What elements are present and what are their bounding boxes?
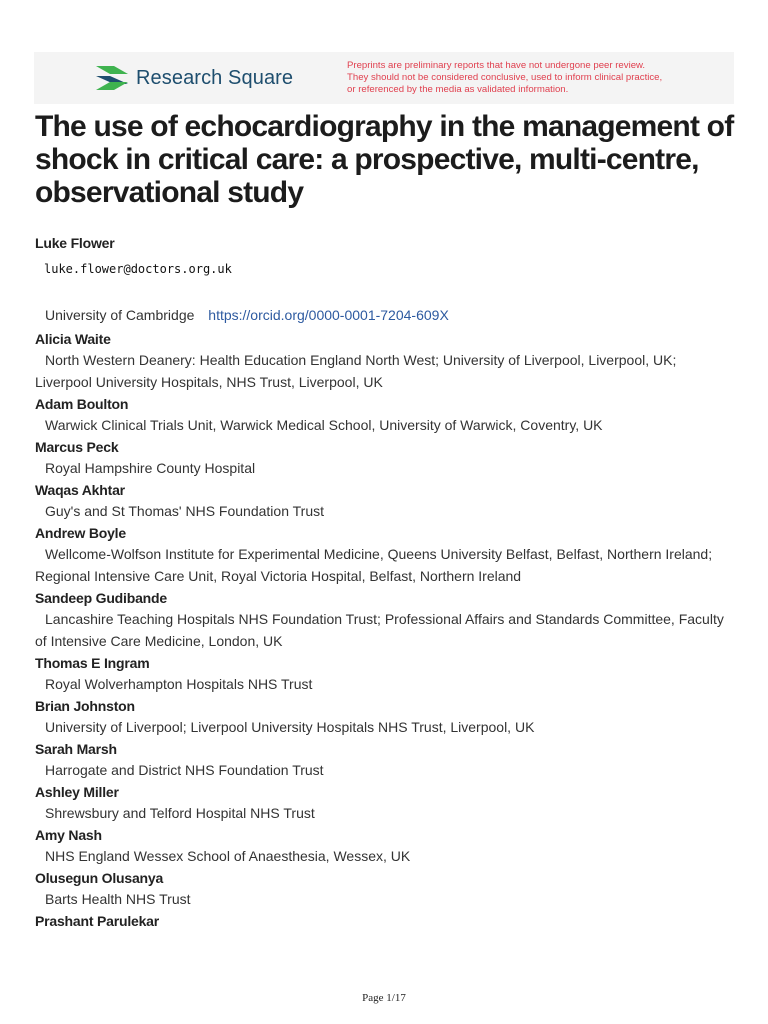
co-authors (35, 330, 735, 931)
affiliation-text: University of Cambridge (45, 307, 195, 323)
author-block (35, 869, 735, 910)
author-name: Andrew Boyle (35, 525, 126, 541)
author-affiliation: North Western Deanery: Health Education England North West; University of Liverpool, Liverpool, UK; Liverpool University Hospitals, NHS Trust, Liverpool, UK (35, 352, 677, 390)
preprint-disclaimer (347, 60, 727, 96)
author-name: Luke Flower (35, 235, 115, 251)
author-name: Sandeep Gudibande (35, 590, 167, 606)
disclaimer-line: or referenced by the media as validated information. (347, 84, 569, 95)
author-name: Adam Boulton (35, 396, 129, 412)
author-name: Olusegun Olusanya (35, 870, 164, 886)
author-name: Thomas E Ingram (35, 655, 150, 671)
author-block (35, 395, 735, 436)
author-block (35, 912, 735, 931)
author-affiliation: Guy's and St Thomas' NHS Foundation Trust (45, 503, 324, 519)
author-affiliation: Harrogate and District NHS Foundation Trust (45, 762, 324, 778)
preprint-banner (34, 52, 734, 104)
research-square-logo[interactable] (94, 64, 293, 92)
author-affiliation: Barts Health NHS Trust (45, 891, 191, 907)
author-block (35, 589, 735, 652)
research-square-logo-icon (94, 64, 130, 92)
author-block (35, 481, 735, 522)
author-name: Waqas Akhtar (35, 482, 125, 498)
logo-text: Research Square (136, 66, 294, 89)
author-affiliation: NHS England Wessex School of Anaesthesia, Wessex, UK (45, 848, 411, 864)
author-email[interactable]: luke.flower@doctors.org.uk (44, 262, 232, 276)
author-name: Amy Nash (35, 827, 102, 843)
author-name: Ashley Miller (35, 784, 119, 800)
author-affiliation: Warwick Clinical Trials Unit, Warwick Medical School, University of Warwick, Coventry, UK (45, 417, 603, 433)
author-block (35, 826, 735, 867)
author-block (35, 330, 735, 393)
paper-title: The use of echocardiography in the management of shock in critical care: a prospective, multi-centre, observational study (35, 110, 734, 209)
author-affiliation: Lancashire Teaching Hospitals NHS Foundation Trust; Professional Affairs and Standards Committee, Faculty of Intensive Care Medicine, London, UK (35, 611, 724, 649)
author-block (35, 654, 735, 695)
page-number: Page 1/17 (362, 992, 406, 1004)
author-affiliation: University of Liverpool; Liverpool University Hospitals NHS Trust, Liverpool, UK (45, 719, 535, 735)
author-name: Alicia Waite (35, 331, 111, 347)
author-block (35, 740, 735, 781)
author-block (35, 697, 735, 738)
author-block (35, 438, 735, 479)
orcid-link[interactable]: https://orcid.org/0000-0001-7204-609X (208, 307, 449, 323)
author-block (35, 783, 735, 824)
disclaimer-line: Preprints are preliminary reports that have not undergone peer review. (347, 60, 646, 71)
author-affiliation (35, 306, 735, 325)
author-block (35, 524, 735, 587)
author-name: Marcus Peck (35, 439, 119, 455)
author-affiliation: Wellcome-Wolfson Institute for Experimental Medicine, Queens University Belfast, Belfast, Northern Ireland; Regional Intensive Care Unit, Royal Victoria Hospital, Belfast, Northern Ireland (35, 546, 713, 584)
author-affiliation: Royal Wolverhampton Hospitals NHS Trust (45, 676, 313, 692)
author-name: Prashant Parulekar (35, 913, 160, 929)
author-affiliation: Royal Hampshire County Hospital (45, 460, 256, 476)
author-name: Brian Johnston (35, 698, 135, 714)
author-affiliation: Shrewsbury and Telford Hospital NHS Trust (45, 805, 315, 821)
disclaimer-line: They should not be considered conclusive, used to inform clinical practice, (347, 72, 663, 83)
author-list (35, 234, 735, 931)
author-name: Sarah Marsh (35, 741, 117, 757)
